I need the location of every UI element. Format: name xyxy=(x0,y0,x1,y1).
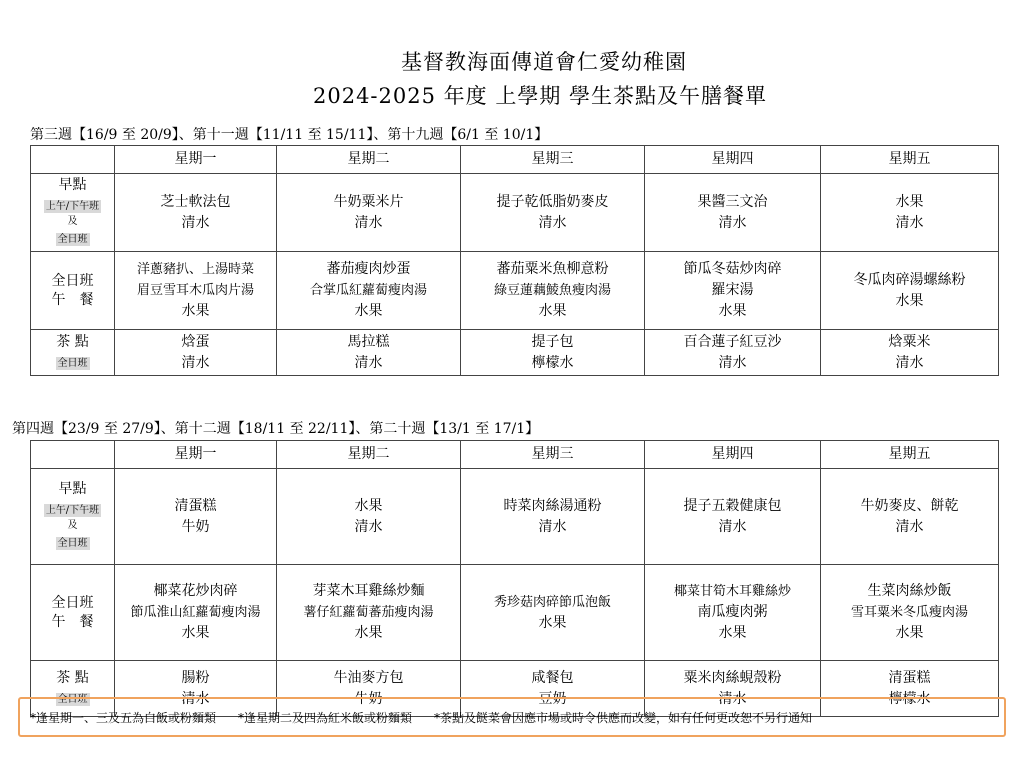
menu-item: 清水 xyxy=(181,690,210,707)
menu-cell xyxy=(277,174,461,252)
menu-item: 冬瓜肉碎湯螺絲粉 xyxy=(853,271,966,288)
class-tag: 全日班 xyxy=(57,357,88,369)
note-2: *逢星期二及四為紅米飯或粉麵類 xyxy=(238,710,413,725)
menu-item: 清水 xyxy=(354,214,383,231)
menu-item: 清水 xyxy=(538,518,567,535)
menu-item: 椰菜甘筍木耳雞絲炒 xyxy=(673,584,791,599)
menu-item: 水果 xyxy=(354,303,383,319)
menu-item: 椰菜花炒肉碎 xyxy=(153,583,238,599)
menu-cell xyxy=(821,174,999,252)
meal-label xyxy=(31,174,115,252)
menu-cell xyxy=(645,565,821,661)
menu-item: 芝士軟法包 xyxy=(160,193,231,210)
day-header-row xyxy=(31,146,999,174)
school-name: 基督教海面傳道會仁愛幼稚園 xyxy=(401,50,687,74)
menu-cell xyxy=(461,252,645,330)
menu-item: 南瓜瘦肉粥 xyxy=(697,604,768,620)
menu-cell xyxy=(821,252,999,330)
menu-item: 水果 xyxy=(538,614,567,631)
menu-item: 合掌瓜紅蘿蔔瘦肉湯 xyxy=(309,283,427,298)
meal-row xyxy=(31,252,999,330)
menu-cell xyxy=(115,174,277,252)
day-header: 星期四 xyxy=(645,146,821,174)
menu-item: 清水 xyxy=(718,214,747,231)
menu-item: 綠豆蓮藕鯪魚瘦肉湯 xyxy=(493,283,611,298)
menu-item: 水果 xyxy=(895,193,924,210)
menu-item: 水果 xyxy=(895,625,924,641)
note-1: *逢星期一、三及五為白飯或粉麵類 xyxy=(30,710,217,725)
menu-cell xyxy=(461,469,645,565)
day-header: 星期一 xyxy=(115,441,277,469)
menu-item: 牛奶 xyxy=(354,690,383,707)
meal-label-line: 午 餐 xyxy=(51,613,94,630)
day-header: 星期二 xyxy=(277,441,461,469)
menu-item: 焓粟米 xyxy=(888,333,931,350)
class-tag: 全日班 xyxy=(57,538,88,549)
menu-item: 水果 xyxy=(181,303,210,319)
class-tag: 及 xyxy=(67,520,78,531)
menu-item: 蕃茄瘦肉炒蛋 xyxy=(326,261,411,277)
menu-item: 檸檬水 xyxy=(888,690,931,707)
menu-item: 馬拉糕 xyxy=(347,333,390,350)
menu-item: 生菜肉絲炒飯 xyxy=(867,583,952,599)
menu-item: 眉豆雪耳木瓜肉片湯 xyxy=(136,283,254,298)
meal-row xyxy=(31,330,999,376)
menu-cell xyxy=(115,565,277,661)
corner-cell xyxy=(31,146,115,174)
menu-title: 2024-2025 年度 上學期 學生茶點及午膳餐單 xyxy=(312,84,767,108)
menu-item: 提子五穀健康包 xyxy=(683,497,782,514)
menu-item: 咸餐包 xyxy=(531,669,574,686)
menu-item: 薯仔紅蘿蔔蕃茄瘦肉湯 xyxy=(303,605,434,620)
corner-cell xyxy=(31,441,115,469)
menu-item: 檸檬水 xyxy=(531,354,574,371)
day-header-row xyxy=(31,441,999,469)
menu-cell xyxy=(115,252,277,330)
menu-item: 清水 xyxy=(718,354,747,371)
day-header: 星期五 xyxy=(821,146,999,174)
week-label-2: 第四週【23/9 至 27/9】、第十二週【18/11 至 22/11】、第二十週【13/1 至 17/1】 xyxy=(12,421,540,437)
meal-label-line: 茶 點 xyxy=(56,333,89,350)
menu-item: 牛奶粟米片 xyxy=(333,193,404,210)
menu-cell xyxy=(461,330,645,376)
menu-item: 焓蛋 xyxy=(181,333,210,350)
meal-label-line: 全日班 xyxy=(51,594,94,611)
menu-cell xyxy=(461,565,645,661)
menu-item: 果醬三文治 xyxy=(697,193,768,210)
menu-item: 清水 xyxy=(718,518,747,535)
menu-item: 蕃茄粟米魚柳意粉 xyxy=(496,261,609,277)
menu-item: 秀珍菇肉碎節瓜泡飯 xyxy=(493,594,611,610)
meal-label-line: 午 餐 xyxy=(51,291,94,308)
menu-item: 清水 xyxy=(181,214,210,231)
menu-item: 水果 xyxy=(354,497,383,514)
meal-row xyxy=(31,565,999,661)
menu-cell xyxy=(645,469,821,565)
menu-item: 水果 xyxy=(895,292,924,309)
day-header: 星期二 xyxy=(277,146,461,174)
note-3: *茶點及餸菜會因應市場或時令供應而改變，如有任何更改恕不另行通知 xyxy=(434,710,813,725)
menu-item: 時菜肉絲湯通粉 xyxy=(503,497,602,514)
menu-item: 牛奶麥皮、餅乾 xyxy=(860,497,959,514)
menu-item: 清蛋糕 xyxy=(888,669,931,686)
menu-item: 清水 xyxy=(718,690,747,707)
menu-cell xyxy=(645,174,821,252)
menu-item: 雪耳粟米冬瓜瘦肉湯 xyxy=(850,605,968,620)
menu-cell xyxy=(115,469,277,565)
menu-item: 清水 xyxy=(354,354,383,371)
menu-item: 清水 xyxy=(538,214,567,231)
menu-item: 羅宋湯 xyxy=(711,282,754,298)
menu-cell xyxy=(821,469,999,565)
menu-item: 豆奶 xyxy=(538,690,567,707)
day-header: 星期五 xyxy=(821,441,999,469)
menu-cell xyxy=(821,330,999,376)
meal-row xyxy=(31,174,999,252)
menu-item: 提子乾低脂奶麥皮 xyxy=(496,193,609,210)
menu-cell xyxy=(645,330,821,376)
menu-table-week-4 xyxy=(30,440,999,717)
menu-item: 水果 xyxy=(718,625,747,641)
meal-label xyxy=(31,565,115,661)
class-tag: 全日班 xyxy=(57,234,88,245)
menu-item: 清水 xyxy=(181,354,210,371)
menu-item: 清水 xyxy=(895,518,924,535)
menu-item: 百合蓮子紅豆沙 xyxy=(683,333,782,350)
menu-item: 洋蔥豬扒、上湯時菜 xyxy=(136,262,254,277)
menu-item: 水果 xyxy=(718,303,747,319)
day-header: 星期三 xyxy=(461,146,645,174)
week-label-1: 第三週【16/9 至 20/9】、第十一週【11/11 至 15/11】、第十九週【6/1 至 10/1】 xyxy=(30,127,549,143)
menu-item: 牛奶 xyxy=(181,518,210,535)
meal-label-line: 早點 xyxy=(58,177,87,193)
menu-item: 節瓜淮山紅蘿蔔瘦肉湯 xyxy=(130,605,261,620)
meal-label xyxy=(31,469,115,565)
menu-item: 節瓜冬菇炒肉碎 xyxy=(683,261,782,277)
meal-label xyxy=(31,252,115,330)
class-tag: 及 xyxy=(67,216,78,227)
menu-item: 清水 xyxy=(354,518,383,535)
menu-cell xyxy=(277,565,461,661)
menu-item: 粟米肉絲蜆殼粉 xyxy=(683,669,782,686)
menu-cell xyxy=(277,330,461,376)
class-tag: 上午/下午班 xyxy=(45,201,100,212)
day-header: 星期三 xyxy=(461,441,645,469)
menu-item: 清蛋糕 xyxy=(174,497,217,514)
menu-table-week-3 xyxy=(30,145,999,376)
menu-item: 水果 xyxy=(181,625,210,641)
meal-label xyxy=(31,330,115,376)
menu-cell xyxy=(115,330,277,376)
menu-item: 芽菜木耳雞絲炒麵 xyxy=(312,583,425,599)
day-header: 星期四 xyxy=(645,441,821,469)
class-tag: 上午/下午班 xyxy=(45,505,100,516)
meal-label-line: 茶 點 xyxy=(56,669,89,686)
menu-item: 水果 xyxy=(538,303,567,319)
menu-item: 清水 xyxy=(895,214,924,231)
meal-row xyxy=(31,469,999,565)
meal-label-line: 全日班 xyxy=(51,272,94,289)
menu-cell xyxy=(461,174,645,252)
menu-item: 提子包 xyxy=(531,333,574,350)
menu-item: 腸粉 xyxy=(181,669,210,686)
menu-item: 清水 xyxy=(895,354,924,371)
menu-cell xyxy=(277,469,461,565)
menu-item: 牛油麥方包 xyxy=(333,669,404,686)
class-tag: 全日班 xyxy=(57,693,88,705)
notes-box xyxy=(18,697,1006,737)
menu-cell xyxy=(821,565,999,661)
menu-cell xyxy=(645,252,821,330)
day-header: 星期一 xyxy=(115,146,277,174)
menu-item: 水果 xyxy=(354,625,383,641)
menu-cell xyxy=(277,252,461,330)
meal-label-line: 早點 xyxy=(58,481,87,497)
